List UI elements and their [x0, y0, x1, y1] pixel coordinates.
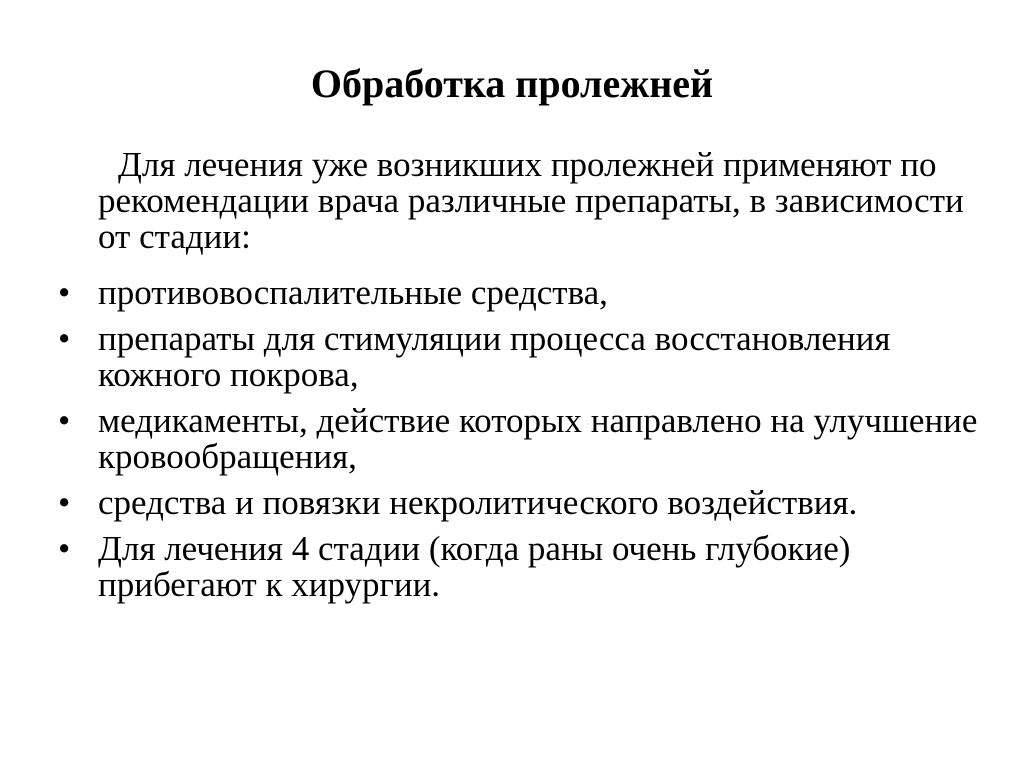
list-item [0, 275, 978, 311]
bullet-icon: • [58, 273, 71, 312]
bullet-text: медикаменты, действие которых направлено на улучшение кровообращения, [98, 401, 978, 476]
bullet-text: Для лечения 4 стадии (когда раны очень глубокие) прибегают к хирургии. [98, 529, 851, 604]
bullet-icon: • [58, 483, 71, 522]
bullet-text: препараты для стимуляции процесса восстановления кожного покрова, [98, 319, 891, 394]
list-item [0, 531, 978, 603]
bullet-list [0, 275, 1024, 613]
bullet-text: противовоспалительные средства, [98, 273, 608, 312]
bullet-icon: • [58, 529, 71, 568]
bullet-icon: • [58, 319, 71, 358]
bullet-text: средства и повязки некролитического воздействия. [98, 483, 858, 522]
slide-title: Обработка пролежней [310, 61, 714, 106]
list-item [0, 321, 978, 393]
intro-paragraph: Для лечения уже возникших пролежней применяют по рекомендации врача различные препараты, в зависимости от стадии: [98, 145, 964, 256]
bullet-icon: • [58, 401, 71, 440]
list-item [0, 485, 978, 521]
list-item [0, 403, 978, 475]
